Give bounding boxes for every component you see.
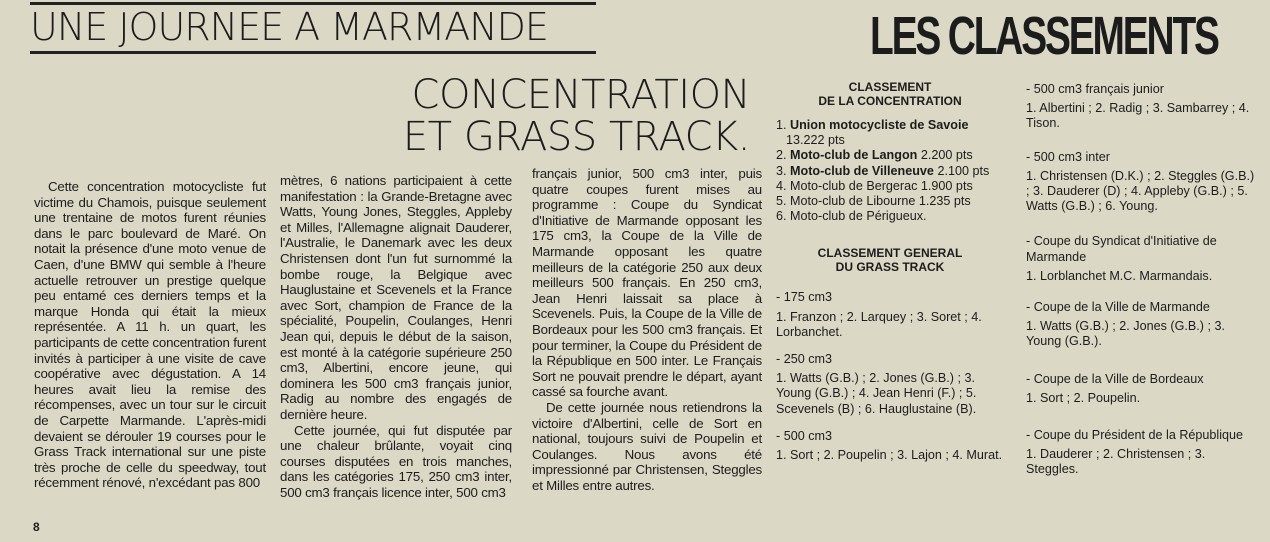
results-column-1	[776, 80, 1004, 463]
list-item: 4. Moto-club de Bergerac 1.900 pts	[776, 178, 973, 193]
article-paragraph: Cette concentration motocycliste fut victime du Chamois, puisque seulement une trentaine de motos furent réunies dans le parc boulevard de Maré. On notait la présence d'une moto venue de Caen, d'une BMW qui semble à l'heure actuelle retrouver un prestige quelque peu entamé ces derniers temps et la marque Honda qui était la mieux représentée. A 11 h. un quart, les participants de cette concentration furent invités à participer à une visite de cave coopérative avec dégustation. A 14 heures avait lieu la remise des récompenses, avec un tour sur le circuit de Carpette Marmande. L'après-midi devaient se dérouler 19 courses pour le Grass Track international sur une piste très proche de celle du speedway, tout récemment rénové, n'excédant pas 800	[34, 179, 266, 491]
section-results: 1. Dauderer ; 2. Christensen ; 3. Steggles.	[1026, 447, 1206, 477]
result-section-cup-president	[1026, 428, 1260, 478]
section-label: - 500 cm3 français junior	[1026, 82, 1164, 96]
section-label: - Coupe du Président de la République	[1026, 428, 1244, 443]
heading-line: CLASSEMENT	[848, 80, 932, 94]
section-label: - Coupe de la Ville de Bordeaux	[1026, 371, 1204, 386]
section-label: - Coupe de la Ville de Marmande	[1026, 300, 1210, 315]
article-column-1	[34, 179, 266, 491]
article-paragraph: Cette journée, qui fut disputée par une chaleur brûlante, voyait cinq courses disputées en trois manches, dans les catégories 175, 250 cm3 inter, 500 cm3 français licence inter, 500 cm3	[280, 422, 512, 500]
section-label: - 175 cm3	[776, 290, 832, 305]
article-column-2	[280, 173, 512, 500]
section-label: - 250 cm3	[776, 352, 832, 367]
result-section-cup-syndicat	[1026, 234, 1260, 284]
section-results: 1. Christensen (D.K.) ; 2. Steggles (G.B.) ; 3. Dauderer (D) ; 4. Appleby (G.B.) ; 5. Watts (G.B.) ; 6. Young.	[1026, 168, 1255, 214]
section-results: 1. Watts (G.B.) ; 2. Jones (G.B.) ; 3. Young (G.B.) ; 4. Jean Henri (F.) ; 5. Scevenels (B) ; 6. Hauglustaine (B).	[776, 371, 977, 416]
result-section-500	[776, 429, 1004, 463]
section-results: 1. Sort ; 2. Poupelin ; 3. Lajon ; 4. Murat.	[776, 448, 1003, 463]
grass-track-heading	[776, 246, 1004, 274]
list-item: 5. Moto-club de Libourne 1.235 pts	[776, 194, 971, 209]
section-label: - Coupe du Syndicat d'Initiative de Marmande	[1026, 234, 1217, 264]
section-results: 1. Sort ; 2. Poupelin.	[1026, 390, 1141, 405]
article-title: UNE JOURNEE A MARMANDE	[30, 2, 596, 54]
result-section-500-junior	[1026, 82, 1260, 132]
list-item: 3. Moto-club de Villeneuve 2.100 pts	[776, 163, 990, 178]
heading-line: DE LA CONCENTRATION	[818, 94, 962, 108]
concentration-heading	[776, 80, 1004, 108]
article-paragraph: De cette journée nous retiendrons la victoire d'Albertini, celle de Sort en national, toujours suivi de Poupelin et Coulanges. Nous avons été impressionné par Christensen, Steggles et Milles entre autres.	[532, 399, 762, 493]
section-results: 1. Watts (G.B.) ; 2. Jones (G.B.) ; 3. Young (G.B.).	[1026, 319, 1225, 349]
result-section-cup-marmande	[1026, 300, 1260, 350]
results-title: LES CLASSEMENTS	[870, 6, 1218, 66]
section-results: 1. Lorblanchet M.C. Marmandais.	[1026, 268, 1213, 283]
article-column-3	[532, 166, 762, 493]
article-paragraph: français junior, 500 cm3 inter, puis quatre coupes furent mises au programme : Coupe du Syndicat d'Initiative de Marmande opposant les 175 cm3, la Coupe de la Ville de Marmande opposant les quatre meilleurs de la catégorie 250 aux deux meilleurs 500 français. En 250 cm3, Jean Henri laissait sa place à Scevenels. Puis, la Coupe de la Ville de Bordeaux pour les 500 cm3 français. Et pour terminer, la Coupe du Président de la République en 500 inter. Le Français Sort ne pouvait prendre le départ, ayant cassé sa fourche avant.	[532, 166, 762, 400]
list-item: 2. Moto-club de Langon 2.200 pts	[776, 148, 973, 163]
list-item: 6. Moto-club de Périgueux.	[776, 209, 927, 224]
result-section-500-inter	[1026, 150, 1260, 215]
section-results: 1. Albertini ; 2. Radig ; 3. Sambarrey ; 4. Tison.	[1026, 101, 1250, 131]
page-number: 8	[33, 520, 40, 534]
result-section-250	[776, 352, 1004, 417]
heading-line: CLASSEMENT GENERAL	[817, 246, 963, 261]
article-paragraph: mètres, 6 nations participaient à cette manifestation : la Grande-Bretagne avec Watts, Young Jones, Steggles, Appleby et Milles, l'Allemagne alignait Dauderer, l'Australie, le Danemark avec les deux Christensen dont l'un fut surnommé la bombe rouge, la Belgique avec Hauglustaine et Scevenels et la France avec Sort, champion de France de la spécialité, Poupelin, Coulanges, Henri Jean qui, depuis le début de la saison, est monté à la catégorie supérieure 250 cm3, Albertini, encore jeune, qui dominera les 500 cm3 français junior, Radig au nombre des engagés de dernière heure.	[280, 173, 512, 422]
results-column-2	[1026, 82, 1260, 478]
section-results: 1. Franzon ; 2. Larquey ; 3. Soret ; 4. Lorbanchet.	[776, 309, 982, 339]
article-subtitle-line2: ET GRASS TRACK.	[402, 114, 750, 160]
result-section-175	[776, 290, 1004, 340]
result-section-cup-bordeaux	[1026, 372, 1260, 406]
list-item: 1. Union motocycliste de Savoie 13.222 pts	[776, 118, 969, 148]
section-label: - 500 cm3	[776, 428, 832, 443]
concentration-list	[776, 118, 1004, 224]
section-label: - 500 cm3 inter	[1026, 149, 1110, 164]
article-subtitle-line1: CONCENTRATION	[411, 72, 750, 118]
heading-line: DU GRASS TRACK	[835, 260, 945, 275]
